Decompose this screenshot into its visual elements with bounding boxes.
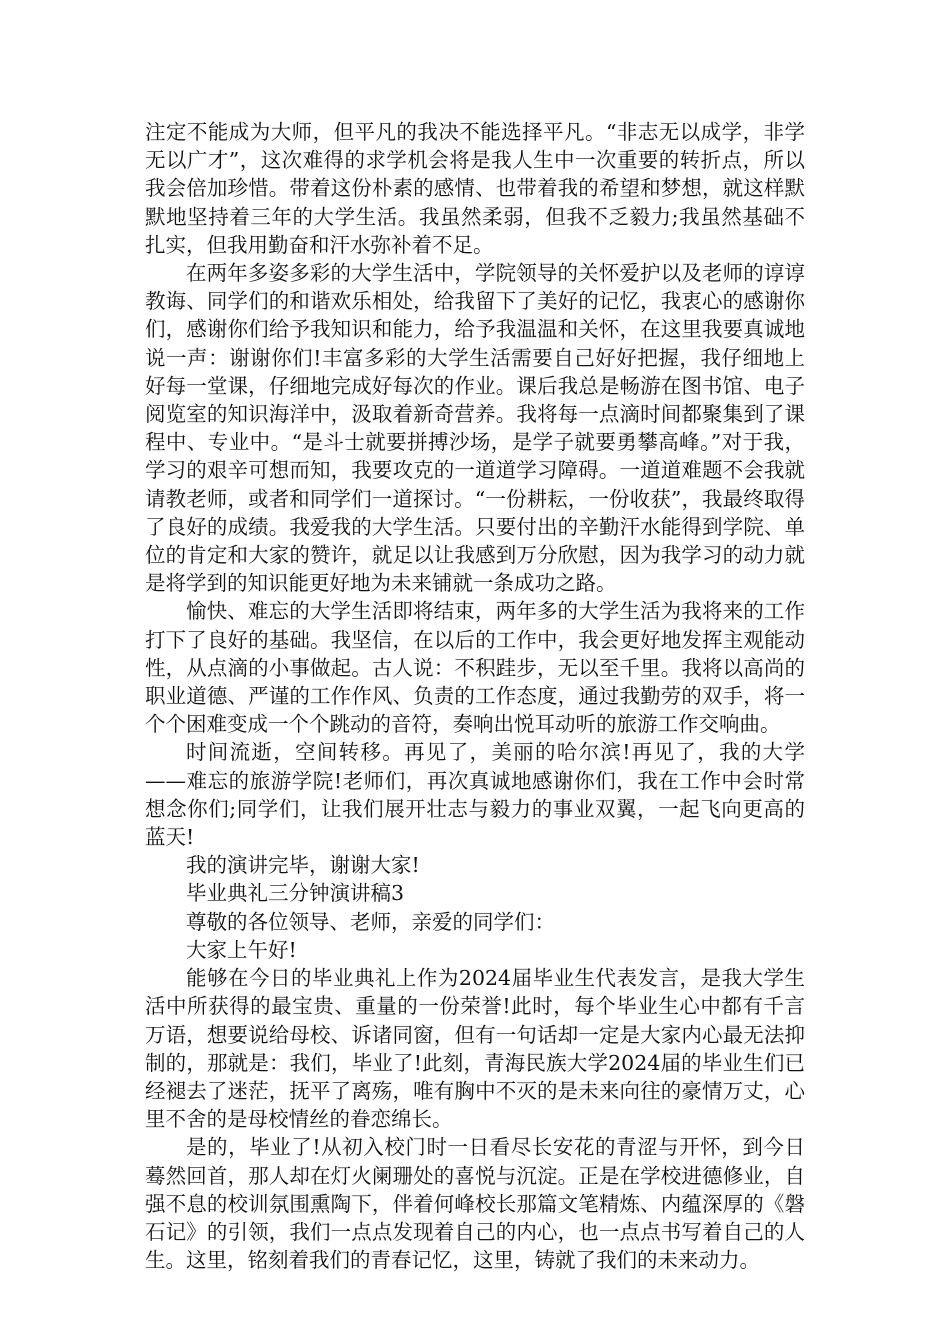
section-title: 毕业典礼三分钟演讲稿3 (186, 881, 405, 906)
paragraph-continued: 注定不能成为大师，但平凡的我决不能选择平凡。“非志无以成学，非学无以广才”，这次难得的求学机会将是我人生中一次重要的转折点，所以我会倍加珍惜。带着这份朴素的感情、也带着我的希望和梦想，就这样默默地坚持着三年的大学生活。我虽然柔弱，但我不乏毅力;我虽然基础不扎实，但我用勤奋和汗水弥补着不足。 (145, 120, 805, 257)
paragraph-farewell: 时间流逝，空间转移。再见了，美丽的哈尔滨!再见了，我的大学——难忘的旅游学院!老师们，再次真诚地感谢你们，我在工作中会时常想念你们;同学们，让我们展开壮志与毅力的事业双翼，一起飞向更高的蓝天! (145, 740, 805, 850)
paragraph-college-life: 在两年多姿多彩的大学生活中，学院领导的关怀爱护以及老师的谆谆教诲、同学们的和谐欢乐相处，给我留下了美好的记忆，我衷心的感谢你们，感谢你们给予我知识和能力，给予我温温和关怀，在这里我要真诚地说一声：谢谢你们!丰富多彩的大学生活需要自己好好把握，我仔细地上好每一堂课，仔细地完成好每次的作业。课后我总是畅游在图书馆、电子阅览室的知识海洋中，汲取着新奇营养。我将每一点滴时间都聚集到了课程中、专业中。“是斗士就要拼搏沙场，是学子就要勇攀高峰。”对于我，学习的艰辛可想而知，我要攻克的一道道学习障碍。一道道难题不会我就请教老师，或者和同学们一道探讨。“一份耕耘，一份收获”，我最终取得了良好的成绩。我爱我的大学生活。只要付出的辛勤汗水能得到学院、单位的肯定和大家的赞许，就足以让我感到万分欣慰，因为我学习的动力就是将学到的知识能更好地为未来铺就一条成功之路。 (145, 261, 805, 596)
paragraph-future-work: 愉快、难忘的大学生活即将结束，两年多的大学生活为我将来的工作打下了良好的基础。我坚信，在以后的工作中，我会更好地发挥主观能动性，从点滴的小事做起。古人说：不积跬步，无以至千里。我将以高尚的职业道德、严谨的工作作风、负责的工作态度，通过我勤劳的双手，将一个个困难变成一个个跳动的音符，奏响出悦耳动听的旅游工作交响曲。 (145, 599, 805, 737)
salutation: 尊敬的各位领导、老师，亲爱的同学们： (186, 909, 555, 934)
paragraph-graduation-honor: 能够在今日的毕业典礼上作为2024届毕业生代表发言，是我大学生活中所获得的最宝贵、重量的一份荣誉!此时，每个毕业生心中都有千言万语，想要说给母校、诉诸同窗，但有一句话却一定是大家内心最无法抑制的，那就是：我们，毕业了!此刻，青海民族大学2024届的毕业生们已经褪去了迷茫，抚平了离殇，唯有胸中不灭的是未来向往的豪情万丈，心里不舍的是母校情丝的眷恋绵长。 (145, 966, 805, 1132)
greeting: 大家上午好! (186, 937, 297, 962)
document-body (145, 118, 805, 1274)
paragraph-graduated: 是的，毕业了!从初入校门时一日看尽长安花的青涩与开怀，到今日蓦然回首，那人却在灯火阑珊处的喜悦与沉淀。正是在学校进德修业，自强不息的校训氛围熏陶下，伴着何峰校长那篇文笔精炼、内蕴深厚的《磐石记》的引领，我们一点点发现着自己的内心，也一点点书写着自己的人生。这里，铭刻着我们的青春记忆，这里，铸就了我们的未来动力。 (145, 1135, 805, 1273)
paragraph-closing: 我的演讲完毕，谢谢大家! (186, 853, 420, 878)
